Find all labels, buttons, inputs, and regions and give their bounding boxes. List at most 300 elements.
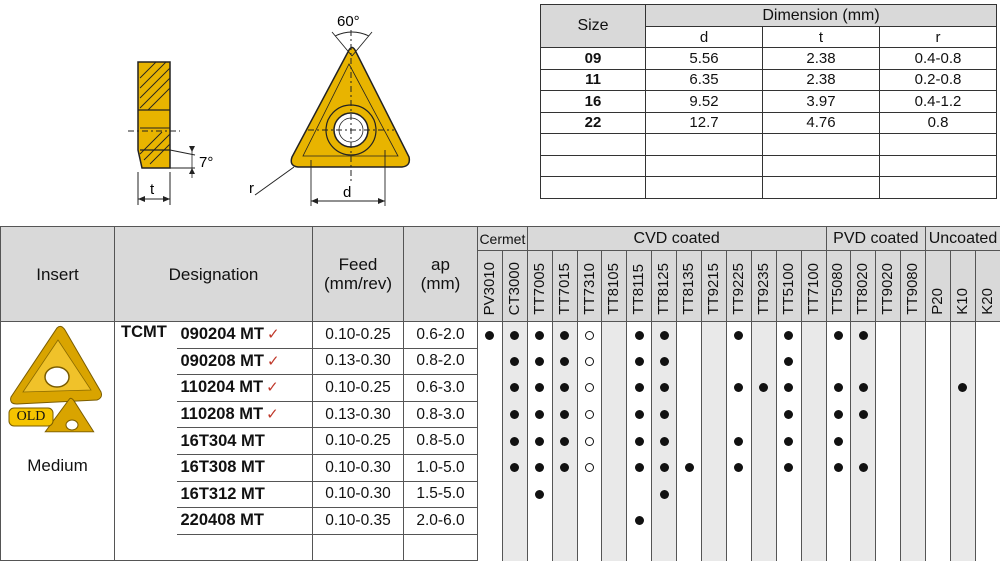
recommended-dot-icon <box>535 410 544 419</box>
recommended-dot-icon <box>635 383 644 392</box>
grade-mark-cell <box>577 322 602 349</box>
grade-mark-cell <box>602 348 627 375</box>
recommended-dot-icon <box>560 410 569 419</box>
grade-mark-cell <box>751 322 776 349</box>
grade-name: K20 <box>978 288 996 315</box>
grade-mark-cell <box>527 481 552 508</box>
grade-row <box>1 534 1000 561</box>
group-pvd-coated: PVD coated <box>826 227 926 251</box>
grade-mark-cell <box>702 454 727 481</box>
feed-cell: 0.13-0.30 <box>313 401 404 428</box>
designation-text: 090204 MT <box>180 325 264 344</box>
grade-mark-cell <box>876 481 901 508</box>
dimension-t-cell: 2.38 <box>763 48 880 70</box>
grade-mark-cell <box>702 481 727 508</box>
grade-mark-cell <box>502 401 527 428</box>
grade-header-tt5100 <box>776 251 801 322</box>
recommended-dot-icon <box>485 331 494 340</box>
grade-name: TT5100 <box>779 263 797 315</box>
grade-mark-cell <box>677 401 702 428</box>
grade-mark-cell <box>826 454 851 481</box>
grade-header-ct3000 <box>502 251 527 322</box>
grade-mark-cell <box>478 401 503 428</box>
grade-mark-cell <box>478 481 503 508</box>
grade-name: TT9235 <box>754 263 772 315</box>
grade-mark-cell <box>627 322 652 349</box>
grade-mark-cell <box>527 428 552 455</box>
grade-mark-cell <box>776 375 801 402</box>
grade-mark-cell <box>926 375 951 402</box>
recommended-dot-icon <box>859 331 868 340</box>
dimension-d-cell: 6.35 <box>646 69 763 91</box>
grade-header-tt8125 <box>652 251 677 322</box>
dimension-empty-cell <box>763 155 880 177</box>
insert-image-cell <box>1 322 115 561</box>
optional-ring-icon <box>585 331 594 340</box>
grade-mark-cell <box>826 401 851 428</box>
t-header: t <box>763 27 880 48</box>
grade-header-tt5080 <box>826 251 851 322</box>
recommended-dot-icon <box>734 331 743 340</box>
grade-mark-cell <box>776 322 801 349</box>
grade-mark-cell <box>702 401 727 428</box>
designation-cell <box>177 375 313 402</box>
recommended-dot-icon <box>784 410 793 419</box>
grade-mark-cell <box>776 454 801 481</box>
dimension-empty-cell <box>541 177 646 199</box>
check-mark-icon: ✓ <box>266 406 279 424</box>
grade-header-tt9080 <box>901 251 926 322</box>
grade-mark-cell <box>826 534 851 561</box>
grade-mark-cell <box>577 508 602 535</box>
dimension-row <box>541 48 997 70</box>
grade-mark-cell <box>851 454 876 481</box>
grade-mark-cell <box>951 401 976 428</box>
check-mark-icon: ✓ <box>266 379 279 397</box>
feed-header-line2: (mm/rev) <box>324 274 392 293</box>
grade-mark-cell <box>776 401 801 428</box>
optional-ring-icon <box>585 463 594 472</box>
included-angle-label: 60° <box>337 13 360 30</box>
grade-mark-cell <box>901 348 926 375</box>
grade-mark-cell <box>702 508 727 535</box>
ap-header-line2: (mm) <box>420 274 461 293</box>
grade-mark-cell <box>677 481 702 508</box>
grade-header-k10 <box>951 251 976 322</box>
grade-mark-cell <box>552 508 577 535</box>
grade-mark-cell <box>876 428 901 455</box>
grade-mark-cell <box>901 534 926 561</box>
dimension-row <box>541 69 997 91</box>
series-cell <box>115 428 177 455</box>
grade-mark-cell <box>478 322 503 349</box>
ap-cell: 2.0-6.0 <box>404 508 478 535</box>
grade-row <box>1 401 1000 428</box>
grade-mark-cell <box>652 508 677 535</box>
grade-mark-cell <box>602 508 627 535</box>
grade-mark-cell <box>876 348 901 375</box>
ap-cell: 1.0-5.0 <box>404 454 478 481</box>
grade-mark-cell <box>478 428 503 455</box>
recommended-dot-icon <box>685 463 694 472</box>
grade-mark-cell <box>926 348 951 375</box>
grade-header-pv3010 <box>478 251 503 322</box>
grade-mark-cell <box>975 534 1000 561</box>
grade-mark-cell <box>602 534 627 561</box>
grade-row <box>1 481 1000 508</box>
designation-header: Designation <box>115 227 313 322</box>
recommended-dot-icon <box>535 383 544 392</box>
grade-name: CT3000 <box>505 261 523 315</box>
grade-header-tt9020 <box>876 251 901 322</box>
grade-mark-cell <box>677 454 702 481</box>
dimension-empty-cell <box>880 155 997 177</box>
recommended-dot-icon <box>510 383 519 392</box>
grade-mark-cell <box>552 375 577 402</box>
group-header-row <box>1 227 1000 251</box>
grade-mark-cell <box>801 375 826 402</box>
ap-cell: 1.5-5.0 <box>404 481 478 508</box>
grade-row <box>1 428 1000 455</box>
dimension-table <box>540 4 997 199</box>
grade-mark-cell <box>951 428 976 455</box>
grade-header-tt8115 <box>627 251 652 322</box>
grade-mark-cell <box>901 481 926 508</box>
optional-ring-icon <box>585 383 594 392</box>
grade-mark-cell <box>975 428 1000 455</box>
grade-mark-cell <box>851 508 876 535</box>
grade-mark-cell <box>751 454 776 481</box>
grade-mark-cell <box>926 454 951 481</box>
grade-mark-cell <box>527 348 552 375</box>
grade-mark-cell <box>876 401 901 428</box>
grade-header-tt9215 <box>702 251 727 322</box>
designation-cell <box>177 401 313 428</box>
ap-cell: 0.6-3.0 <box>404 375 478 402</box>
grade-mark-cell <box>652 428 677 455</box>
ap-cell: 0.6-2.0 <box>404 322 478 349</box>
dimension-r-cell: 0.8 <box>880 112 997 134</box>
grade-mark-cell <box>901 508 926 535</box>
grade-mark-cell <box>751 375 776 402</box>
grade-mark-cell <box>975 401 1000 428</box>
grade-mark-cell <box>726 401 751 428</box>
recommended-dot-icon <box>535 331 544 340</box>
grade-name: K10 <box>953 288 971 315</box>
designation-cell <box>177 481 313 508</box>
grade-mark-cell <box>552 428 577 455</box>
grade-mark-cell <box>926 534 951 561</box>
grade-row <box>1 348 1000 375</box>
grade-mark-cell <box>826 481 851 508</box>
dimension-empty-cell <box>763 177 880 199</box>
grade-mark-cell <box>478 508 503 535</box>
grade-mark-cell <box>702 375 727 402</box>
grade-mark-cell <box>527 322 552 349</box>
series-cell <box>115 508 177 535</box>
grade-mark-cell <box>876 375 901 402</box>
grade-mark-cell <box>851 481 876 508</box>
recommended-dot-icon <box>958 383 967 392</box>
grade-header-k20 <box>975 251 1000 322</box>
grade-mark-cell <box>776 481 801 508</box>
grade-mark-cell <box>776 508 801 535</box>
recommended-dot-icon <box>784 331 793 340</box>
grade-mark-cell <box>776 428 801 455</box>
recommended-dot-icon <box>834 331 843 340</box>
feed-cell: 0.10-0.25 <box>313 322 404 349</box>
grade-mark-cell <box>627 481 652 508</box>
dimension-size-cell: 22 <box>541 112 646 134</box>
grade-mark-cell <box>826 375 851 402</box>
grade-mark-cell <box>901 375 926 402</box>
dimension-empty-cell <box>646 155 763 177</box>
grade-mark-cell <box>702 348 727 375</box>
grade-mark-cell <box>951 534 976 561</box>
grade-mark-cell <box>876 508 901 535</box>
designation-cell <box>177 508 313 535</box>
recommended-dot-icon <box>834 463 843 472</box>
grade-mark-cell <box>951 481 976 508</box>
designation-text: 110208 MT <box>180 405 264 424</box>
recommended-dot-icon <box>660 463 669 472</box>
grade-mark-cell <box>502 534 527 561</box>
feed-cell: 0.10-0.30 <box>313 481 404 508</box>
grade-mark-cell <box>602 375 627 402</box>
recommended-dot-icon <box>834 437 843 446</box>
grade-header-tt9225 <box>726 251 751 322</box>
grade-mark-cell <box>677 375 702 402</box>
dimension-d-cell: 5.56 <box>646 48 763 70</box>
recommended-dot-icon <box>510 357 519 366</box>
recommended-dot-icon <box>734 383 743 392</box>
grade-mark-cell <box>776 348 801 375</box>
optional-ring-icon <box>585 410 594 419</box>
grade-mark-cell <box>826 428 851 455</box>
series-cell <box>115 375 177 402</box>
group-uncoated: Uncoated <box>926 227 1000 251</box>
grade-mark-cell <box>901 454 926 481</box>
grade-mark-cell <box>726 454 751 481</box>
grade-mark-cell <box>951 348 976 375</box>
recommended-dot-icon <box>784 383 793 392</box>
grade-mark-cell <box>801 534 826 561</box>
grade-header-tt7310 <box>577 251 602 322</box>
grade-header-tt9235 <box>751 251 776 322</box>
grade-mark-cell <box>951 508 976 535</box>
dimension-empty-cell <box>541 155 646 177</box>
recommended-dot-icon <box>510 410 519 419</box>
series-cell <box>115 348 177 375</box>
recommended-dot-icon <box>660 383 669 392</box>
side-view-drawing <box>128 62 195 205</box>
ap-cell: 0.8-3.0 <box>404 401 478 428</box>
grade-mark-cell <box>851 534 876 561</box>
corner-radius-label: r <box>249 180 254 197</box>
grade-table <box>0 226 1000 561</box>
dimension-row <box>541 112 997 134</box>
dimension-empty-cell <box>541 134 646 156</box>
dimension-row <box>541 91 997 113</box>
feed-cell: 0.13-0.30 <box>313 348 404 375</box>
designation-cell <box>177 322 313 349</box>
recommended-dot-icon <box>759 383 768 392</box>
recommended-dot-icon <box>859 410 868 419</box>
grade-mark-cell <box>801 454 826 481</box>
recommended-dot-icon <box>635 516 644 525</box>
dimension-size-cell: 11 <box>541 69 646 91</box>
grade-name: TT8115 <box>630 264 648 315</box>
grade-mark-cell <box>951 375 976 402</box>
recommended-dot-icon <box>859 463 868 472</box>
grade-mark-cell <box>975 481 1000 508</box>
grade-mark-cell <box>926 481 951 508</box>
grade-name: PV3010 <box>480 261 498 315</box>
recommended-dot-icon <box>660 437 669 446</box>
grade-mark-cell <box>826 508 851 535</box>
grade-header-tt8105 <box>602 251 627 322</box>
dimension-size-cell: 16 <box>541 91 646 113</box>
clearance-angle-label: 7° <box>199 154 214 171</box>
dimension-empty-row <box>541 177 997 199</box>
inscribed-circle-label: d <box>343 184 352 201</box>
dimension-header-row <box>541 5 997 27</box>
grade-mark-cell <box>751 534 776 561</box>
grade-mark-cell <box>726 481 751 508</box>
dimension-t-cell: 4.76 <box>763 112 880 134</box>
recommended-dot-icon <box>535 463 544 472</box>
dimension-empty-cell <box>763 134 880 156</box>
grade-mark-cell <box>577 401 602 428</box>
designation-cell <box>177 428 313 455</box>
d-header: d <box>646 27 763 48</box>
grade-mark-cell <box>851 322 876 349</box>
grade-mark-cell <box>602 322 627 349</box>
grade-mark-cell <box>527 454 552 481</box>
grade-mark-cell <box>652 454 677 481</box>
dimension-r-cell: 0.4-1.2 <box>880 91 997 113</box>
grade-mark-cell <box>826 322 851 349</box>
series-cell <box>115 481 177 508</box>
grade-mark-cell <box>602 401 627 428</box>
recommended-dot-icon <box>859 383 868 392</box>
grade-name: TT7005 <box>530 263 548 315</box>
grade-name: TT8020 <box>854 263 872 315</box>
grade-mark-cell <box>652 481 677 508</box>
recommended-dot-icon <box>834 383 843 392</box>
grade-mark-cell <box>726 508 751 535</box>
grade-mark-cell <box>726 428 751 455</box>
optional-ring-icon <box>585 437 594 446</box>
grade-header-p20 <box>926 251 951 322</box>
recommended-dot-icon <box>560 331 569 340</box>
grade-mark-cell <box>502 348 527 375</box>
grade-mark-cell <box>502 322 527 349</box>
group-cvd-coated: CVD coated <box>527 227 826 251</box>
dimension-size-cell: 09 <box>541 48 646 70</box>
grade-mark-cell <box>926 428 951 455</box>
dimension-d-cell: 12.7 <box>646 112 763 134</box>
insert-technical-drawing <box>0 0 540 225</box>
designation-cell <box>177 454 313 481</box>
recommended-dot-icon <box>535 357 544 366</box>
size-header: Size <box>541 5 646 48</box>
grade-mark-cell <box>527 508 552 535</box>
designation-cell <box>177 534 313 561</box>
grade-mark-cell <box>627 508 652 535</box>
recommended-dot-icon <box>734 463 743 472</box>
top-view-drawing <box>255 30 409 206</box>
grade-row <box>1 322 1000 349</box>
grade-name: TT9080 <box>904 263 922 315</box>
recommended-dot-icon <box>510 437 519 446</box>
grade-header-tt8020 <box>851 251 876 322</box>
dimension-t-cell: 2.38 <box>763 69 880 91</box>
grade-mark-cell <box>677 322 702 349</box>
dimension-r-cell: 0.4-0.8 <box>880 48 997 70</box>
dimension-empty-cell <box>880 134 997 156</box>
grade-mark-cell <box>478 534 503 561</box>
grade-mark-cell <box>876 322 901 349</box>
grade-mark-cell <box>901 401 926 428</box>
grade-mark-cell <box>478 375 503 402</box>
recommended-dot-icon <box>635 331 644 340</box>
thickness-label: t <box>150 181 155 198</box>
grade-mark-cell <box>851 428 876 455</box>
recommended-dot-icon <box>560 437 569 446</box>
grade-name: TT7310 <box>580 263 598 315</box>
grade-mark-cell <box>702 428 727 455</box>
grade-mark-cell <box>801 508 826 535</box>
recommended-dot-icon <box>784 463 793 472</box>
grade-mark-cell <box>577 454 602 481</box>
check-mark-icon: ✓ <box>266 326 280 344</box>
grade-mark-cell <box>478 454 503 481</box>
grade-name: TT7100 <box>804 263 822 315</box>
grade-mark-cell <box>502 481 527 508</box>
grade-mark-cell <box>527 534 552 561</box>
dimension-header: Dimension (mm) <box>646 5 997 27</box>
feed-cell: 0.10-0.25 <box>313 375 404 402</box>
grade-mark-cell <box>577 428 602 455</box>
series-cell <box>115 454 177 481</box>
grade-mark-cell <box>975 454 1000 481</box>
grade-mark-cell <box>726 375 751 402</box>
grade-mark-cell <box>926 401 951 428</box>
grade-mark-cell <box>552 534 577 561</box>
insert-type-label: Medium <box>27 456 88 475</box>
recommended-dot-icon <box>560 383 569 392</box>
grade-mark-cell <box>677 348 702 375</box>
grade-mark-cell <box>552 322 577 349</box>
grade-mark-cell <box>627 454 652 481</box>
grade-mark-cell <box>726 322 751 349</box>
grade-mark-cell <box>801 348 826 375</box>
feed-cell: 0.10-0.35 <box>313 508 404 535</box>
grade-header-tt7005 <box>527 251 552 322</box>
grade-row <box>1 454 1000 481</box>
grade-mark-cell <box>478 348 503 375</box>
recommended-dot-icon <box>635 410 644 419</box>
grade-mark-cell <box>951 454 976 481</box>
series-cell <box>115 401 177 428</box>
series-cell: TCMT <box>115 322 177 349</box>
grade-header-tt8135 <box>677 251 702 322</box>
grade-mark-cell <box>801 428 826 455</box>
recommended-dot-icon <box>834 410 843 419</box>
grade-mark-cell <box>851 401 876 428</box>
grade-name: TT9020 <box>879 263 897 315</box>
